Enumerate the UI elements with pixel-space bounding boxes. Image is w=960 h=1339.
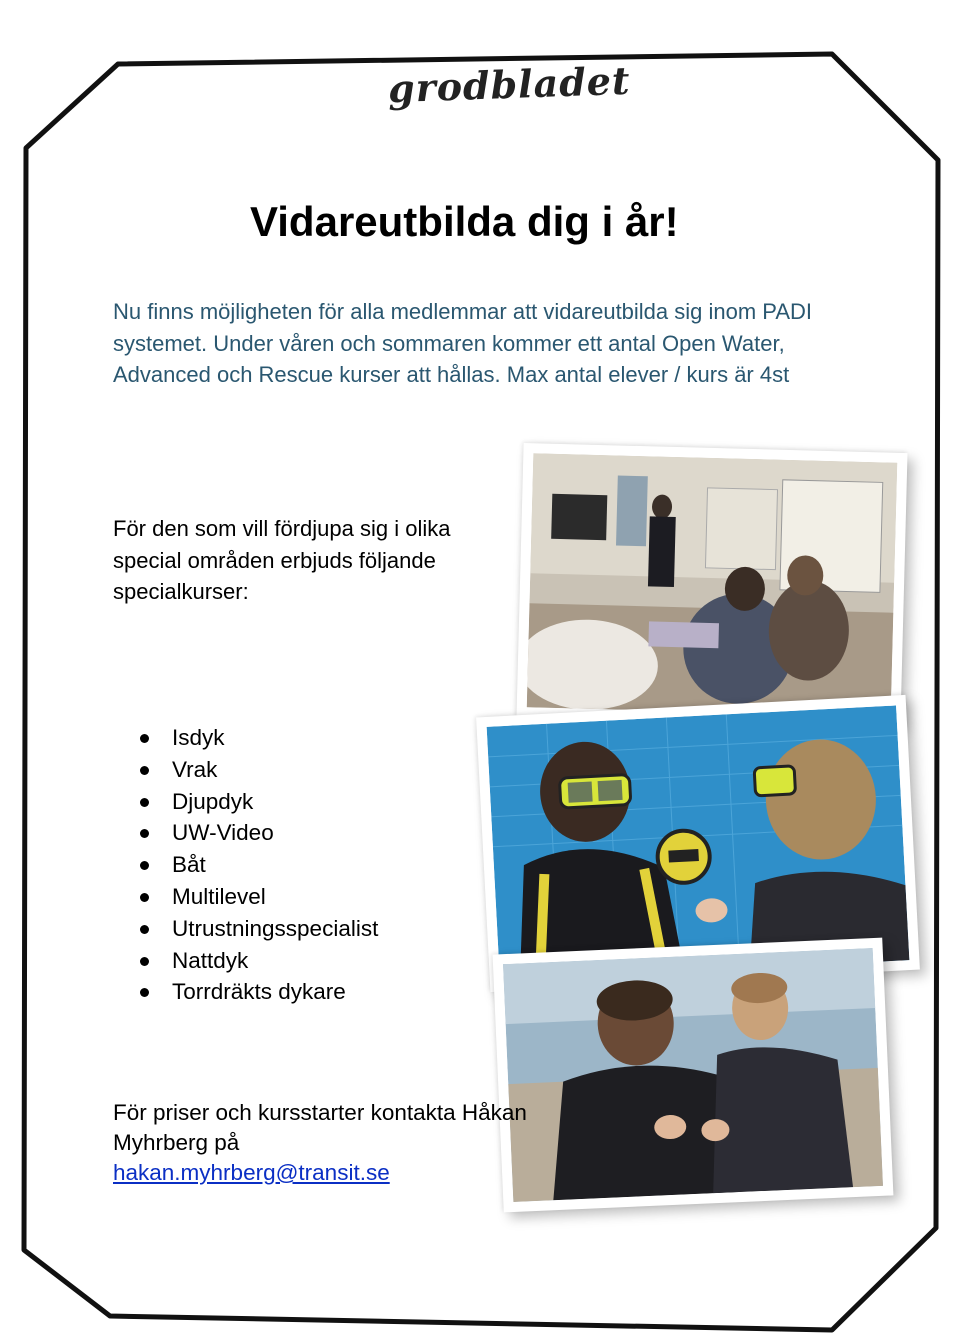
list-item: [138, 754, 378, 786]
course-label: Vrak: [172, 756, 218, 782]
special-courses-intro: För den som vill fördjupa sig i olika special områden erbjuds följande specialkurser:: [113, 516, 451, 605]
intro-paragraph: Nu finns möjligheten för alla medlemmar att vidareutbilda sig inom PADI systemet. Under våren och sommaren kommer ett antal Open Water, Advanced och Rescue kurser att hållas. Max antal elever / kurs är 4st: [113, 299, 813, 387]
list-item: [138, 945, 378, 977]
bullet-icon: [140, 957, 149, 966]
classroom-photo: [516, 443, 907, 727]
drysuit-divers-photo: [493, 938, 894, 1213]
course-label: UW-Video: [172, 820, 274, 846]
bullet-icon: [140, 734, 149, 743]
bullet-icon: [140, 766, 149, 775]
bullet-icon: [140, 893, 149, 902]
list-item: [138, 976, 378, 1008]
course-label: Torrdräkts dykare: [172, 979, 346, 1005]
bullet-icon: [140, 988, 149, 997]
bullet-icon: [140, 829, 149, 838]
bullet-icon: [140, 861, 149, 870]
course-label: Båt: [172, 852, 206, 878]
course-label: Djupdyk: [172, 788, 254, 814]
list-item: [138, 722, 378, 754]
masthead-logo: grodbladet: [387, 57, 632, 112]
list-item: [138, 913, 378, 945]
contact-email-link[interactable]: hakan.myhrberg@transit.se: [113, 1160, 390, 1185]
contact-block: [113, 1098, 533, 1188]
list-item: [138, 849, 378, 881]
bullet-icon: [140, 925, 149, 934]
course-label: Isdyk: [172, 725, 225, 750]
course-list: [138, 722, 378, 1008]
page-title: Vidareutbilda dig i år!: [250, 198, 679, 245]
list-item: [138, 881, 378, 913]
course-label: Nattdyk: [172, 947, 249, 973]
list-item: [138, 786, 378, 818]
course-label: Utrustningsspecialist: [172, 915, 379, 941]
contact-text: För priser och kursstarter kontakta Håkan Myhrberg på: [113, 1100, 527, 1155]
list-item: [138, 817, 378, 849]
bullet-icon: [140, 798, 149, 807]
course-label: Multilevel: [172, 883, 266, 909]
